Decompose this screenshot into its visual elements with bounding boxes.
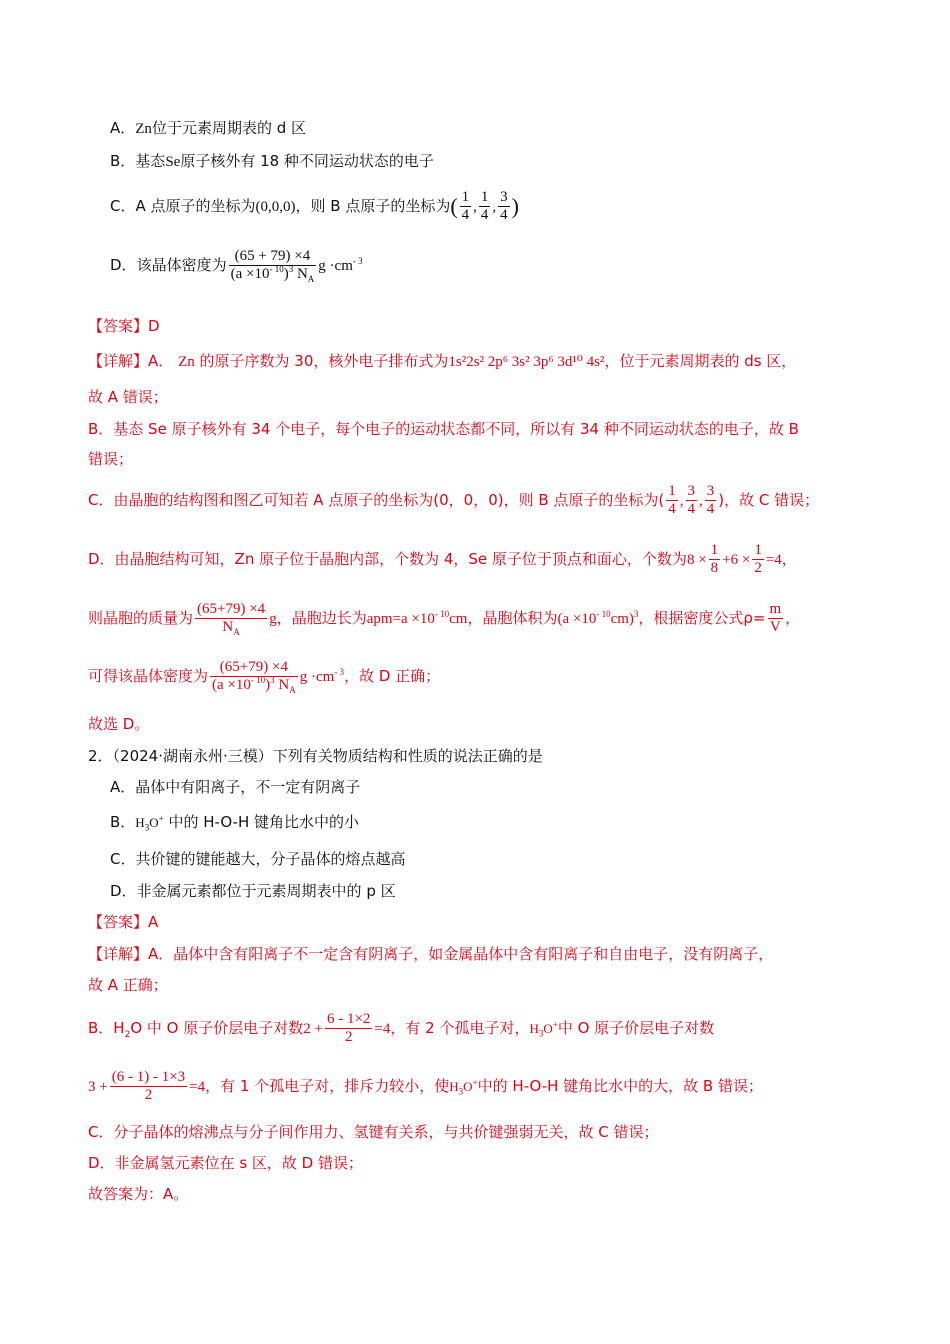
q2-stem: 2．（2024·湖南永州·三模）下列有关物质结构和性质的说法正确的是 (88, 747, 543, 765)
q1-option-b: B．基态Se原子核外有 18 种不同运动状态的电子 (110, 152, 434, 170)
q2-detail-b-line2: 3 + $\frac{(6 - 1) - 1\times 3}{2}$ =4，有 1 个孤电子对，排斥力较小，使$H_3O^+$中的 H-O-H 键角比水中的大，故 B 错误； (88, 1069, 763, 1103)
q1-answer: 【答案】D (88, 317, 160, 335)
q2-option-b: B．$H_3O^+$ 中的 H-O-H 键角比水中的小 (110, 813, 359, 833)
q2-detail-a-line1: 【详解】A．晶体中含有阳离子不一定含有阴离子，如金属晶体中含有阳离子和自由电子，没有阴离子， (88, 945, 774, 963)
q1-detail-a-line2: 故 A 错误； (88, 388, 168, 406)
q2-detail-d: D．非金属氢元素位在 s 区，故 D 错误； (88, 1154, 363, 1172)
q2-option-c: C．共价键的键能越大，分子晶体的熔点越高 (110, 850, 406, 868)
q1-detail-a-line1: 【详解】A． Zn 的原子序数为 30，核外电子排布式为1s²2s² 2p⁶ 3s² 3p⁶ 3d¹⁰ 4s²，位于元素周期表的 ds 区， (88, 352, 797, 370)
q1-option-d: D．该晶体密度为 $\frac{(65 + 79) \times 4}{(a \times 10^{- 10})^3 N_A}$ $g \cdot cm^{- 3}$ (110, 248, 363, 284)
q1-detail-d-line2: 则晶胞的质量为 $\frac{(65+79) \times 4}{N_A}$ g，晶胞边长为$apm=a \times 10^{- 10}cm$，晶胞体积为$(a \times 10^{- 10}cm)^3$，根据密度公式ρ= $\frac{m}{V}$ ， (88, 601, 801, 637)
q1-detail-d-line3: 可得该晶体密度为 $\frac{(65+79) \times 4}{(a \times 10^{- 10})^3 N_A}$ $g \cdot cm^{- 3}$，故 D 正确； (88, 659, 441, 695)
q2-detail-c: C．分子晶体的熔沸点与分子间作用力、氢键有关系，与共价键强弱无关，故 C 错误； (88, 1123, 659, 1141)
density-fraction: $\frac{(65 + 79) \times 4}{(a \times 10^{- 10})^3 N_A}$ (230, 248, 315, 284)
q1-detail-b-line2: 错误； (88, 450, 134, 468)
q1-detail-c: C．由晶胞的结构图和图乙可知若 A 点原子的坐标为(0，0，0)，则 B 点原子的坐标为( $\frac{1}{4}$ , $\frac{3}{4}$ , $\frac{3}{4}$ )，故 C 错误； (88, 483, 820, 517)
q2-option-a: A．晶体中有阳离子，不一定有阴离子 (110, 778, 361, 796)
q2-detail-b-line1: B．$H_2O$ 中 O 原子价层电子对数2 + $\frac{6 - 1\times 2}{2}$ =4，有 2 个孤电子对，$H_3O^+$中 O 原子价层电子对数 (88, 1011, 715, 1045)
q2-conclusion: 故答案为：A。 (88, 1185, 189, 1203)
q1-option-c: C．A 点原子的坐标为(0,0,0)，则 B 点原子的坐标为( $\frac{1}{4}$ , $\frac{1}{4}$ , $\frac{3}{4}$ ) (110, 189, 519, 223)
q2-option-d: D．非金属元素都位于元素周期表中的 p 区 (110, 882, 396, 900)
q1-conclusion: 故选 D。 (88, 715, 150, 733)
zn-symbol: Zn (135, 121, 152, 137)
q2-answer: 【答案】A (88, 913, 159, 931)
q1-detail-b-line1: B．基态 Se 原子核外有 34 个电子，每个电子的运动状态都不同，所以有 34 种不同运动状态的电子，故 B (88, 420, 799, 438)
q1-detail-d-line1: D．由晶胞结构可知，Zn 原子位于晶胞内部，个数为 4，Se 原子位于顶点和面心，个数为8 × $\frac{1}{8}$ +6 × $\frac{1}{2}$ =4， (88, 542, 797, 576)
q2-detail-a-line2: 故 A 正确； (88, 976, 168, 994)
q1-option-a: A．Zn位于元素周期表的 d 区 (110, 119, 306, 137)
